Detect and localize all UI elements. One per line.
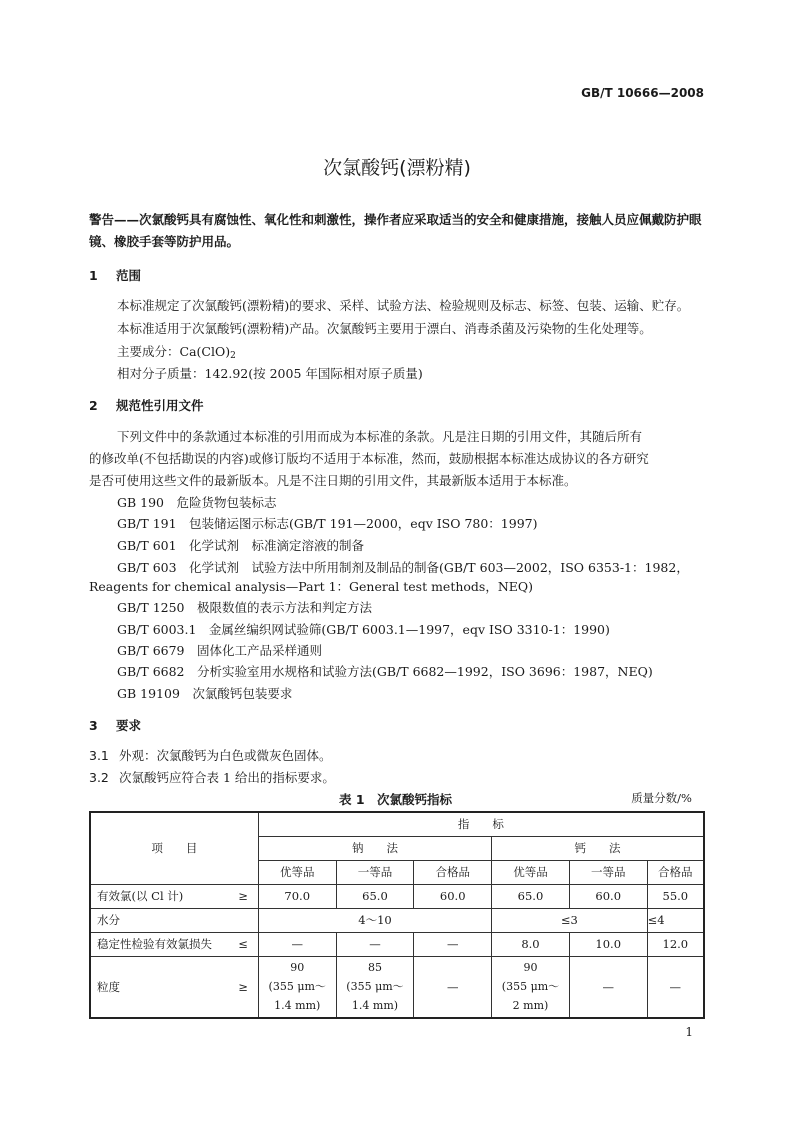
reference-item: GB 190 危险货物包装标志	[117, 495, 277, 510]
table-cell: —	[647, 956, 704, 1018]
operator: ≥	[238, 889, 248, 903]
intro-line: 下列文件中的条款通过本标准的引用而成为本标准的条款。凡是注日期的引用文件，其随后所有	[117, 429, 643, 444]
table-row	[90, 932, 704, 956]
clause-3-2	[89, 768, 335, 786]
cell-line: (355 μm～	[501, 980, 560, 994]
section-number: 2	[89, 398, 98, 413]
section-number: 3	[89, 718, 98, 733]
spec-table	[89, 811, 705, 1019]
table-cell: 60.0	[569, 884, 647, 908]
molecular-mass: 相对分子质量：142.92(按 2005 年国际相对原子质量)	[117, 366, 423, 381]
reference-item: GB/T 1250 极限数值的表示方法和判定方法	[117, 600, 373, 615]
indicator-header: 指 标	[258, 812, 704, 836]
section-number: 1	[89, 268, 98, 283]
section-title: 规范性引用文件	[116, 398, 204, 413]
reference-item: GB/T 603 化学试剂 试验方法中所用制剂及制品的制备(GB/T 603—2002，ISO 6353-1：1982，	[117, 560, 689, 575]
row-label: 水分	[90, 908, 258, 932]
table-cell	[492, 956, 570, 1018]
reference-item-continued: Reagents for chemical analysis—Part 1：General test methods，NEQ)	[89, 579, 534, 594]
table-cell: —	[258, 932, 336, 956]
cell-line: 2 mm)	[512, 999, 549, 1013]
reference-item: GB/T 191 包装储运图示标志(GB/T 191—2000，eqv ISO 780：1997)	[117, 516, 538, 531]
table-unit: 质量分数/%	[631, 791, 692, 805]
grade-header: 合格品	[414, 860, 492, 884]
table-cell: ≤4	[647, 908, 704, 932]
item-header: 项 目	[90, 812, 258, 884]
table-cell: 55.0	[647, 884, 704, 908]
grade-header: 优等品	[492, 860, 570, 884]
table-cell	[336, 956, 414, 1018]
reference-item: GB 19109 次氯酸钙包装要求	[117, 686, 293, 701]
grade-header: 优等品	[258, 860, 336, 884]
cell-line: 90	[523, 961, 538, 975]
table-cell: 65.0	[492, 884, 570, 908]
clause-number: 3.2	[89, 770, 109, 785]
reference-item: GB/T 6679 固体化工产品采样通则	[117, 643, 323, 658]
table-cell: 65.0	[336, 884, 414, 908]
clause-text: 次氯酸钙应符合表 1 给出的指标要求。	[119, 770, 335, 785]
section-3-heading	[89, 716, 141, 734]
table-row	[90, 908, 704, 932]
paragraph: 本标准规定了次氯酸钙(漂粉精)的要求、采样、试验方法、检验规则及标志、标签、包装、运输、贮存。	[117, 298, 690, 313]
intro-line: 是否可使用这些文件的最新版本。凡是不注日期的引用文件，其最新版本适用于本标准。	[89, 473, 577, 488]
operator: ≤	[238, 937, 248, 951]
table-cell: —	[336, 932, 414, 956]
table-cell: 70.0	[258, 884, 336, 908]
standard-code: GB/T 10666—2008	[581, 86, 704, 100]
reference-item: GB/T 6003.1 金属丝编织网试验筛(GB/T 6003.1—1997，eqv ISO 3310-1：1990)	[117, 622, 610, 637]
section-1-heading	[89, 266, 141, 284]
table-cell	[258, 956, 336, 1018]
table-cell: —	[414, 956, 492, 1018]
main-component	[117, 342, 236, 361]
paragraph: 本标准适用于次氯酸钙(漂粉精)产品。次氯酸钙主要用于漂白、消毒杀菌及污染物的生化处理等。	[117, 321, 652, 336]
section-2-heading	[89, 396, 204, 414]
table-cell: 60.0	[414, 884, 492, 908]
clause-text: 外观：次氯酸钙为白色或微灰色固体。	[119, 748, 332, 763]
document-title: 次氯酸钙(漂粉精)	[323, 157, 471, 179]
label-text: 稳定性检验有效氯损失	[97, 937, 212, 951]
table-caption: 表 1 次氯酸钙指标	[339, 792, 453, 807]
table-row	[90, 956, 704, 1018]
row-label	[90, 932, 258, 956]
reference-item: GB/T 601 化学试剂 标准滴定溶液的制备	[117, 538, 365, 553]
clause-number: 3.1	[89, 748, 109, 763]
reference-item: GB/T 6682 分析实验室用水规格和试验方法(GB/T 6682—1992，ISO 3696：1987，NEQ)	[117, 664, 653, 679]
cell-line: (355 μm～	[346, 980, 404, 994]
cell-line: (355 μm～	[268, 980, 326, 994]
cell-line: 1.4 mm)	[274, 999, 321, 1013]
section-title: 范围	[116, 268, 142, 283]
table-cell: —	[414, 932, 492, 956]
table-cell: 4～10	[258, 908, 491, 932]
table-cell: 10.0	[569, 932, 647, 956]
intro-line: 的修改单(不包括勘误的内容)或修订版均不适用于本标准，然而，鼓励根据本标准达成协议的各方研究	[89, 451, 649, 466]
grade-header: 一等品	[569, 860, 647, 884]
calcium-method-header: 钙 法	[492, 836, 704, 860]
table-row	[90, 884, 704, 908]
operator: ≥	[238, 979, 248, 994]
grade-header: 一等品	[336, 860, 414, 884]
row-label	[90, 884, 258, 908]
table-cell: 8.0	[492, 932, 570, 956]
label-text: 粒度	[97, 979, 120, 994]
label-text: 有效氯(以 Cl 计)	[97, 889, 184, 903]
table-cell: 12.0	[647, 932, 704, 956]
row-label	[90, 956, 258, 1018]
cell-line: 85	[367, 961, 382, 975]
grade-header: 合格品	[647, 860, 704, 884]
table-cell: —	[569, 956, 647, 1018]
section-title: 要求	[116, 718, 142, 733]
cell-line: 1.4 mm)	[351, 999, 399, 1013]
cell-line: 90	[290, 961, 305, 975]
page-number: 1	[685, 1025, 693, 1039]
table-cell: ≤3	[492, 908, 648, 932]
sodium-method-header: 钠 法	[258, 836, 491, 860]
formula-subscript: 2	[230, 351, 236, 361]
clause-3-1	[89, 746, 332, 764]
formula-text: 主要成分：Ca(ClO)	[117, 344, 231, 359]
warning-text: 警告——次氯酸钙具有腐蚀性、氧化性和刺激性，操作者应采取适当的安全和健康措施，接触人员应佩戴防护眼镜、橡胶手套等防护用品。	[89, 212, 702, 249]
